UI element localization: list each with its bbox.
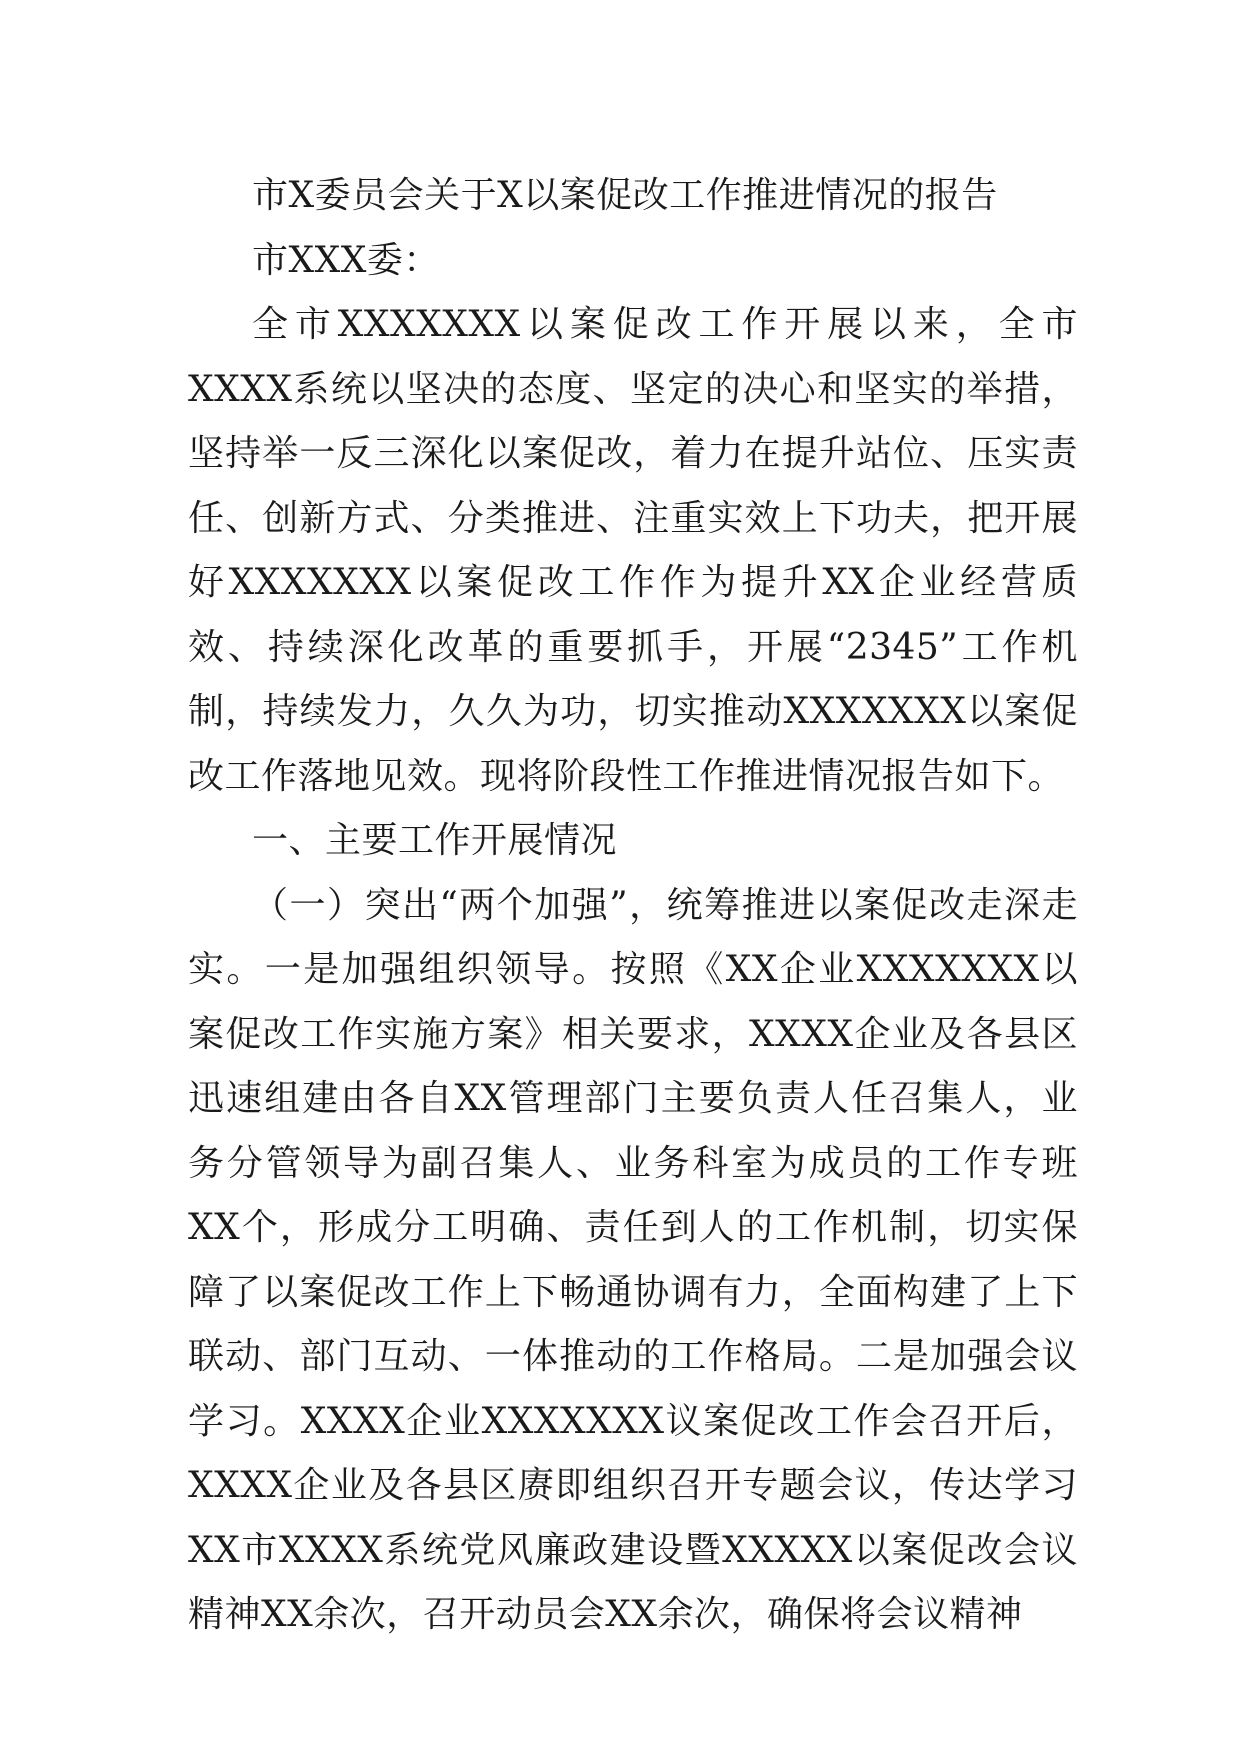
document-title: 市X委员会关于X以案促改工作推进情况的报告 [252,175,998,216]
paragraph-subsection: （一）突出“两个加强”，统筹推进以案促改走深走实。一是加强组织领导。按照《XX企业XXXXXXX以案促改工作实施方案》相关要求，XXXX企业及各县区迅速组建由各自XX管理部门主要负责人任召集人，业务分管领导为副召集人、业务科室为成员的工作专班XX个，形成分工明确、责任到人的工作机制，切实保障了以案促改工作上下畅通协调有力，全面构建了上下联动、部门互动、一体推动的工作格局。二是加强会议学习。XXXX企业XXXXXXX议案促改工作会召开后，XXXX企业及各县区赓即组织召开专题会议，传达学习XX市XXXX系统党风廉政建设暨XXXXX以案促改会议精神XX余次，召开动员会XX余次，确保将会议精神 [188,884,1078,1635]
paragraph-intro: 全市XXXXXXX以案促改工作开展以来，全市XXXX系统以坚决的态度、坚定的决心和坚实的举措，坚持举一反三深化以案促改，着力在提升站位、压实责任、创新方式、分类推进、注重实效上下功夫，把开展好XXXXXXX以案促改工作作为提升XX企业经营质效、持续深化改革的重要抓手，开展“2345”工作机制，持续发力，久久为功，切实推动XXXXXXX以案促改工作落地见效。现将阶段性工作推进情况报告如下。 [188,304,1078,797]
document-body [188,164,1078,1648]
section-heading: 一、主要工作开展情况 [252,820,618,861]
salutation: 市XXX委： [252,239,440,281]
